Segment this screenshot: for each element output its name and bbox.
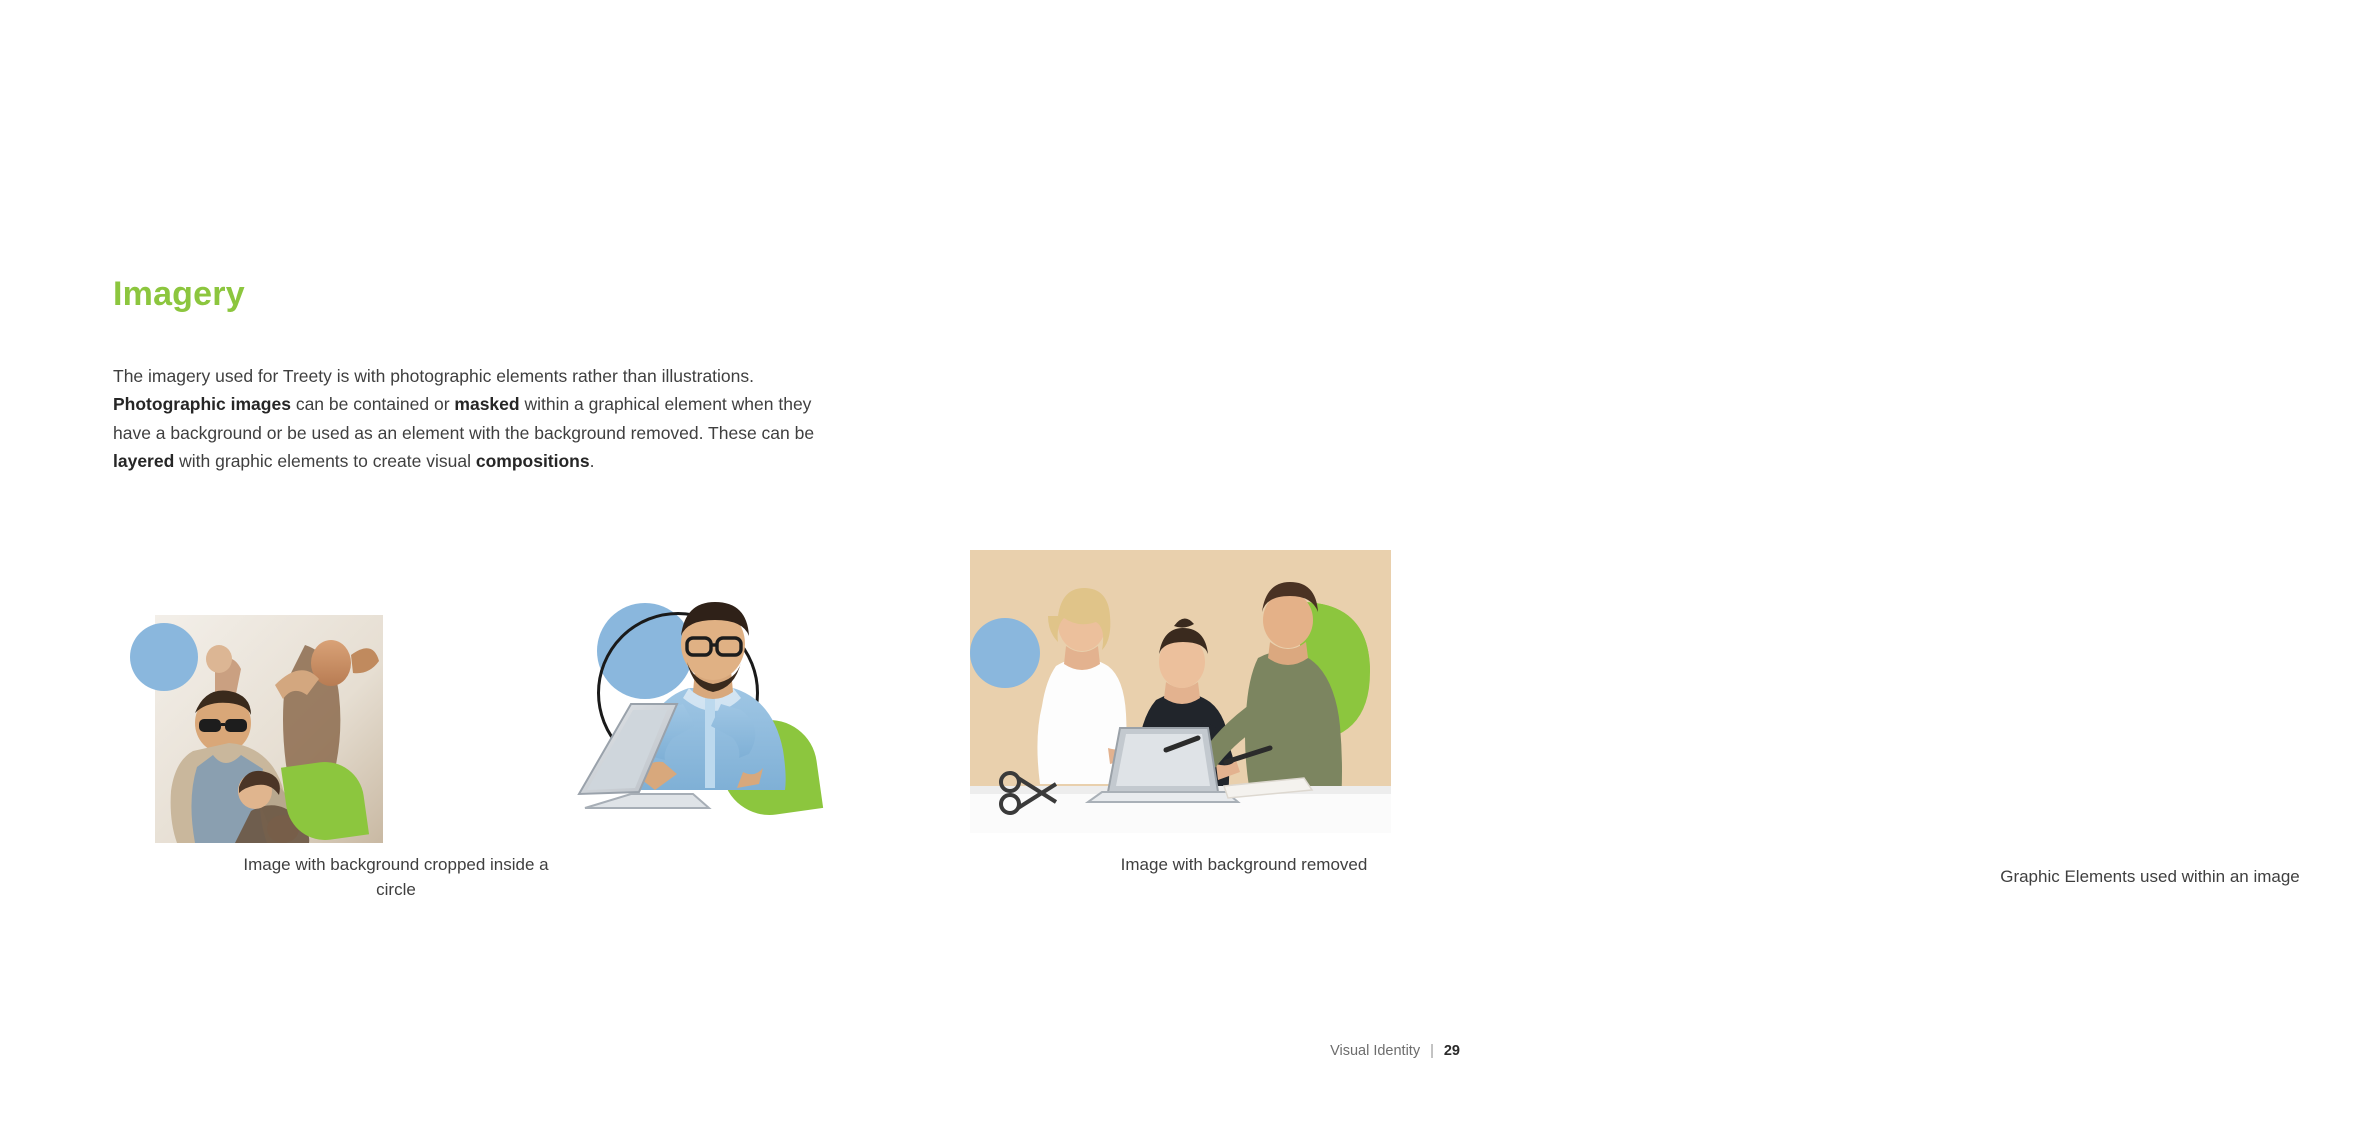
figure-3-caption: Graphic Elements used within an image: [2000, 867, 2300, 886]
intro-seg-3: within a graphical element when they have a background or be used as an element with the background removed. These can be: [113, 394, 815, 443]
figure-3-photo: [970, 550, 1391, 833]
intro-bold-4: compositions: [475, 451, 590, 471]
intro-seg-1: The imagery used for Treety is with photographic elements rather than illustrations.: [113, 365, 755, 386]
intro-bold-1: Photographic images: [113, 394, 291, 414]
page-footer: [1330, 1043, 1460, 1059]
blue-circle-shape: [130, 623, 198, 691]
intro-seg-2: can be contained or: [290, 394, 455, 414]
figure-row: [0, 540, 2300, 920]
footer-separator: |: [1430, 1043, 1434, 1059]
intro-bold-2: masked: [454, 394, 520, 414]
page-title: Imagery: [113, 274, 245, 313]
blue-circle-shape: [970, 618, 1040, 688]
figure-circle-crop: [113, 540, 549, 899]
man-with-laptop-photo: [537, 540, 877, 840]
figure-background-removed: [537, 540, 1368, 874]
footer-section-label: Visual Identity: [1330, 1043, 1421, 1059]
intro-bold-3: layered: [113, 451, 175, 471]
footer-page-number: 29: [1443, 1043, 1460, 1059]
figure-1-caption: Image with background cropped inside a circle: [243, 855, 549, 899]
intro-paragraph: [113, 362, 825, 476]
intro-seg-4: with graphic elements to create visual: [174, 451, 476, 471]
intro-seg-5: .: [589, 451, 595, 471]
team-meeting-photo: [970, 550, 1391, 833]
figure-2-caption: Image with background removed: [1120, 855, 1368, 874]
